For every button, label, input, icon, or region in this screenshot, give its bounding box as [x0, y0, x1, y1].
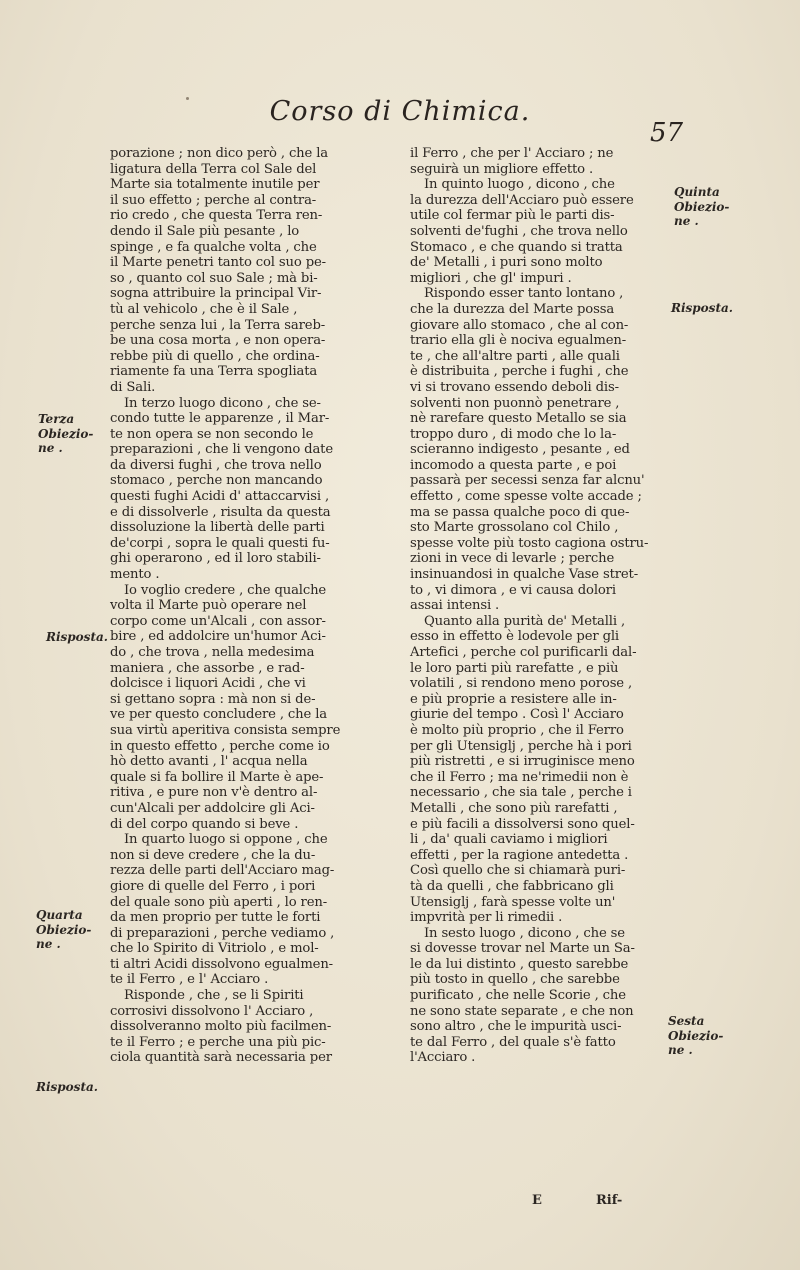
text-line: purificato , che nelle Scorie , che [410, 988, 626, 1004]
text-line: sono altro , che le impurità usci- [410, 1019, 622, 1035]
page-number: 57 [650, 118, 684, 148]
margin-note-line: ne . [674, 214, 699, 228]
text-line: Utensiglj , farà spesse volte un' [410, 894, 616, 910]
text-line: sua virtù aperitiva consista sempre [110, 722, 341, 738]
margin-note-line: Risposta. [46, 630, 108, 644]
text-line: migliori , che gl' impuri . [410, 270, 572, 286]
catchword: Rif- [596, 1193, 623, 1208]
text-line: Risponde , che , se li Spiriti [124, 988, 304, 1004]
text-line: maniera , che assorbe , e rad- [110, 660, 305, 676]
text-line: di Sali. [110, 379, 156, 395]
text-line: utile col fermar più le parti dis- [410, 208, 615, 224]
text-line: spinge , e fa qualche volta , che [110, 239, 317, 255]
text-line: non si deve credere , che la du- [110, 847, 316, 863]
text-line: troppo duro , di modo che lo la- [410, 426, 617, 442]
text-line: ritiva , e pure non v'è dentro al- [110, 785, 318, 801]
margin-note-fourth-objection [36, 908, 91, 952]
text-line: cun'Alcali per addolcire gli Aci- [110, 800, 315, 816]
text-line: di preparazioni , perche vediamo , [110, 925, 335, 941]
text-line: Marte sia totalmente inutile per [110, 177, 320, 193]
margin-note-line: Quarta [36, 908, 83, 922]
text-line: che la durezza del Marte possa [410, 301, 615, 317]
text-line: e più proprie a resistere alle in- [410, 691, 617, 707]
text-line: ciola quantità sarà necessaria per [110, 1050, 332, 1066]
text-line: dendo il Sale più pesante , lo [110, 223, 300, 239]
text-line: solventi de'fughi , che trova nello [410, 223, 628, 239]
text-line: zioni in vece di levarle ; perche [410, 551, 615, 567]
text-line: solventi non puonnò penetrare , [410, 395, 620, 411]
text-line: si dovesse trovar nel Marte un Sa- [410, 941, 635, 957]
margin-note-line: ne . [38, 441, 63, 455]
text-line: passarà per secessi senza far alcnu' [410, 473, 645, 489]
text-line: do , che trova , nella medesima [110, 645, 315, 660]
text-line: preparazioni , che li vengono date [110, 442, 333, 458]
text-line: il suo effetto ; perche al contra- [110, 192, 317, 208]
text-line: te , che all'altre parti , alle quali [410, 348, 620, 364]
margin-note-line: ne . [36, 937, 61, 951]
text-line: Artefici , perche col purificarli dal- [410, 645, 637, 660]
margin-note-reply [671, 301, 733, 316]
margin-note-line: ne . [668, 1043, 693, 1057]
text-line: che lo Spirito di Vitriolo , e mol- [110, 941, 319, 957]
text-line: ghi operarono , ed il loro stabili- [110, 551, 321, 567]
text-line: te il Ferro ; e perche una più pic- [110, 1034, 326, 1050]
text-line: esso in effetto è lodevole per gli [410, 629, 619, 645]
text-line: le loro parti più rarefatte , e più [410, 660, 619, 676]
text-line: Quanto alla purità de' Metalli , [424, 613, 626, 629]
text-line: incomodo a questa parte , e poi [410, 457, 617, 473]
text-line: riamente fa una Terra spogliata [110, 364, 318, 380]
margin-note-line: Risposta. [36, 1080, 98, 1094]
text-line: volatili , si rendono meno porose , [410, 676, 633, 692]
text-line: insinuandosi in qualche Vase stret- [410, 567, 639, 583]
text-line: il Marte penetri tanto col suo pe- [110, 255, 326, 271]
text-line: assai intensi . [410, 598, 500, 614]
text-line: effetti , per la ragione antedetta . [410, 847, 629, 863]
margin-note-reply [46, 630, 108, 645]
text-line: volta il Marte può operare nel [110, 598, 307, 614]
text-line: perche senza lui , la Terra sareb- [110, 317, 326, 333]
text-line: più ristretti , e si irruginisce meno [410, 754, 635, 770]
text-line: giore di quelle del Ferro , i pori [110, 878, 316, 894]
text-line: to , vi dimora , e vi causa dolori [410, 582, 616, 598]
text-line: In quinto luogo , dicono , che [424, 177, 615, 193]
text-line: ti altri Acidi dissolvono egualmen- [110, 956, 333, 972]
text-line: sogna attribuire la principal Vir- [110, 286, 322, 302]
text-line: ligatura della Terra col Sale del [110, 161, 317, 177]
margin-note-reply [36, 1080, 98, 1095]
text-line: corrosivi dissolvono l' Acciaro , [110, 1003, 314, 1019]
text-line: rebbe più di quello , che ordina- [110, 348, 320, 364]
text-line: Così quello che si chiamarà puri- [410, 863, 626, 879]
text-line: dolcisce i liquori Acidi , che vi [110, 676, 306, 692]
text-line: in questo effetto , perche come io [110, 738, 330, 754]
text-line: mento . [110, 567, 160, 583]
text-line: Metalli , che sono più rarefatti , [410, 800, 618, 816]
text-line: scieranno indigesto , pesante , ed [410, 442, 630, 458]
text-line: giurie del tempo . Così l' Acciaro [410, 707, 624, 723]
text-line: dissoluzione la libertà delle parti [110, 520, 325, 536]
text-line: vi si trovano essendo deboli dis- [410, 379, 619, 395]
text-line: per gli Utensiglj , perche hà i pori [410, 738, 632, 754]
margin-note-third-objection [38, 412, 93, 456]
text-line: seguirà un migliore effetto . [410, 161, 594, 177]
text-line: la durezza dell'Acciaro può essere [410, 192, 634, 208]
text-line: te il Ferro , e l' Acciaro . [110, 972, 269, 988]
text-line: ma se passa qualche poco di que- [410, 504, 630, 520]
text-line: corpo come un'Alcali , con assor- [110, 613, 326, 629]
text-line: necessario , che sia tale , perche i [410, 785, 632, 801]
text-line: Stomaco , e che quando si tratta [410, 239, 623, 255]
text-line: nè rarefare questo Metallo se sia [410, 411, 627, 427]
text-line: da diversi fughi , che trova nello [110, 457, 322, 473]
text-line: li , da' quali caviamo i migliori [410, 832, 608, 848]
text-line: giovare allo stomaco , che al con- [410, 317, 629, 333]
text-line: tà da quelli , che fabbricano gli [410, 878, 614, 894]
text-line: il Ferro , che per l' Acciaro ; ne [410, 146, 614, 161]
text-line: rezza delle parti dell'Acciaro mag- [110, 863, 335, 879]
text-line: de' Metalli , i puri sono molto [410, 255, 603, 271]
text-line: be una cosa morta , e non opera- [110, 333, 326, 349]
margin-note-line: Terza [38, 412, 75, 426]
running-title: Corso di Chimica. [269, 96, 531, 127]
text-line: sto Marte grossolano col Chilo , [410, 520, 619, 536]
text-line: In quarto luogo si oppone , che [124, 832, 328, 848]
text-line: l'Acciaro . [410, 1050, 476, 1066]
text-line: impvrità per li rimedii . [410, 910, 563, 926]
margin-note-line: Obiezio- [674, 199, 730, 214]
text-line: trario ella gli è nociva egualmen- [410, 333, 626, 349]
text-line: Rispondo esser tanto lontano , [424, 286, 624, 302]
text-line: ve per questo concludere , che la [110, 707, 327, 723]
text-line: te dal Ferro , del quale s'è fatto [410, 1034, 616, 1050]
text-line: so , quanto col suo Sale ; mà bi- [110, 270, 318, 286]
text-line: quale si fa bollire il Marte è ape- [110, 769, 324, 785]
text-line: le da lui distinto , questo sarebbe [410, 956, 629, 972]
signature-mark: E [532, 1193, 542, 1208]
margin-note-line: Risposta. [671, 301, 733, 315]
text-line: è distribuita , perche i fughi , che [410, 364, 629, 380]
text-line: dissolveranno molto più facilmen- [110, 1019, 332, 1035]
text-line: è molto più proprio , che il Ferro [410, 722, 624, 738]
text-line: porazione ; non dico però , che la [110, 146, 328, 161]
margin-note-line: Obiezio- [668, 1028, 724, 1043]
text-line: de'corpi , sopra le quali questi fu- [110, 535, 330, 551]
margin-note-line: Obiezio- [38, 426, 94, 441]
text-line: del quale sono più aperti , lo ren- [110, 894, 328, 910]
text-line: tù al vehicolo , che è il Sale , [110, 301, 298, 317]
text-line: hò detto avanti , l' acqua nella [110, 754, 308, 770]
margin-note-sixth-objection [668, 1014, 723, 1058]
text-line: più tosto in quello , che sarebbe [410, 972, 620, 988]
margin-note-line: Quinta [674, 185, 720, 199]
text-line: effetto , come spesse volte accade ; [410, 489, 642, 505]
text-line: che il Ferro ; ma ne'rimedii non è [410, 769, 629, 785]
right-text-column [410, 146, 665, 1066]
text-line: questi fughi Acidi d' attaccarvisi , [110, 489, 330, 505]
text-line: stomaco , perche non mancando [110, 473, 323, 489]
text-line: di del corpo quando si beve . [110, 816, 299, 832]
text-line: Io voglio credere , che qualche [124, 582, 327, 598]
left-text-column [110, 146, 375, 1066]
text-line: si gettano sopra : mà non si de- [110, 691, 316, 707]
text-line: In sesto luogo , dicono , che se [424, 925, 625, 941]
text-line: e più facili a dissolversi sono quel- [410, 816, 635, 832]
text-line: e di dissolverle , risulta da questa [110, 504, 331, 520]
text-line: bire , ed addolcire un'humor Aci- [110, 629, 326, 645]
text-line: da men proprio per tutte le forti [110, 910, 321, 926]
margin-note-line: Sesta [668, 1014, 705, 1028]
text-line: condo tutte le apparenze , il Mar- [110, 411, 330, 427]
text-line: spesse volte più tosto cagiona ostru- [410, 535, 649, 551]
text-line: te non opera se non secondo le [110, 426, 314, 442]
margin-note-fifth-objection [674, 185, 729, 229]
text-line: In terzo luogo dicono , che se- [124, 395, 321, 411]
margin-note-line: Obiezio- [36, 922, 92, 937]
text-line: rio credo , che questa Terra ren- [110, 208, 323, 224]
text-line: ne sono state separate , e che non [410, 1003, 634, 1019]
